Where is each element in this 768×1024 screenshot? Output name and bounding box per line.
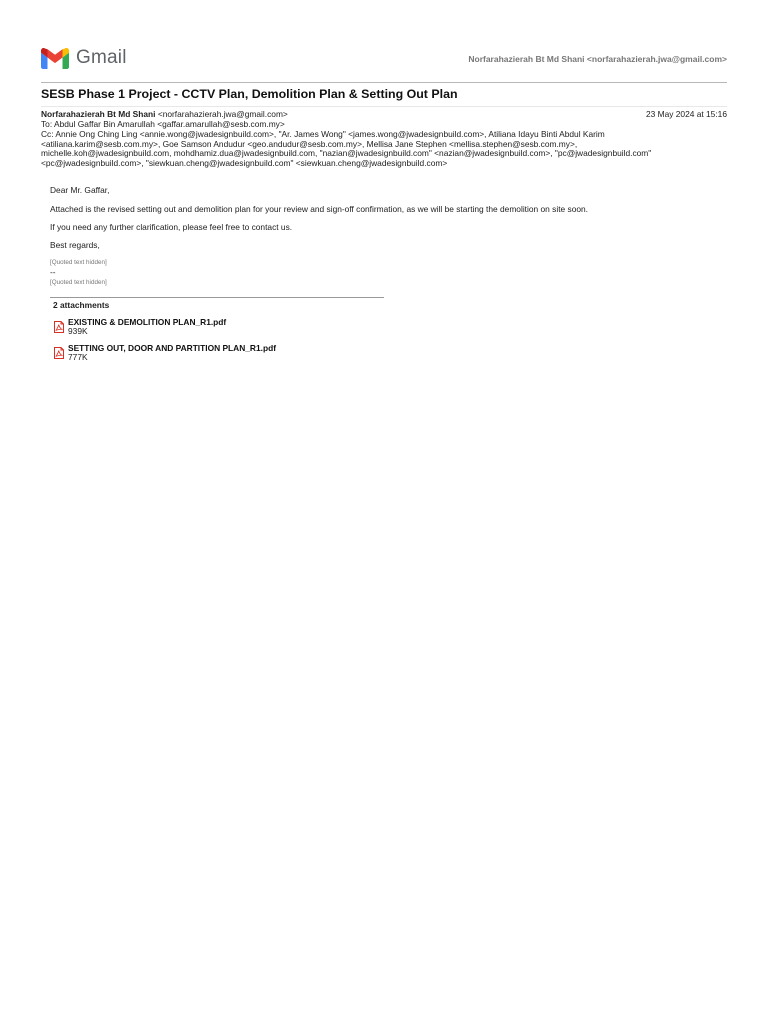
body-paragraph-2: If you need any further clarification, please feel free to contact us.: [50, 222, 293, 232]
account-identity: Norfarahazierah Bt Md Shani <norfarahazierah.jwa@gmail.com>: [468, 54, 727, 64]
attachment-name[interactable]: EXISTING & DEMOLITION PLAN_R1.pdf: [68, 317, 227, 327]
gmail-logo-icon: [41, 48, 69, 69]
subject-divider: [41, 106, 727, 107]
pdf-icon: [53, 320, 65, 332]
quoted-text-hidden-1[interactable]: [Quoted text hidden]: [50, 259, 107, 266]
message-date: 23 May 2024 at 15:16: [645, 109, 727, 119]
gmail-wordmark: Gmail: [76, 47, 127, 68]
sender-email: <norfarahazierah.jwa@gmail.com>: [157, 109, 288, 119]
greeting: Dear Mr. Gaffar,: [50, 185, 110, 195]
body-paragraph-1: Attached is the revised setting out and demolition plan for your review and sign-off confirmation, as we will be starting the demolition on site soon.: [50, 204, 588, 214]
header-divider: [41, 82, 727, 83]
attachment-item[interactable]: [53, 343, 413, 363]
attachment-size: 939K: [68, 326, 88, 336]
attachment-name[interactable]: SETTING OUT, DOOR AND PARTITION PLAN_R1.pdf: [68, 343, 276, 353]
cc-recipients-line-2: <atiliana.karim@sesb.com.my>, Goe Samson Andudur <geo.andudur@sesb.com.my>, Mellisa Jane Stephen <mellisa.stephen@sesb.com.my>,: [41, 138, 578, 149]
from-row: [41, 110, 727, 120]
print-header: [41, 46, 727, 72]
attachment-size: 777K: [68, 352, 88, 362]
to-recipients: To: Abdul Gaffar Bin Amarullah <gaffar.amarullah@sesb.com.my>: [41, 119, 285, 129]
message-header: [41, 110, 727, 169]
signature-separator: --: [50, 267, 56, 277]
cc-recipients-line-1: Cc: Annie Ong Ching Ling <annie.wong@jwadesignbuild.com>, "Ar. James Wong" <james.wong@jwadesignbuild.com>, Atiliana Idayu Binti Abdul Karim: [41, 128, 605, 139]
closing: Best regards,: [50, 240, 100, 250]
attachments-divider: [50, 297, 384, 298]
pdf-icon: [53, 346, 65, 358]
email-subject: SESB Phase 1 Project - CCTV Plan, Demolition Plan & Setting Out Plan: [41, 87, 458, 101]
attachments-count: 2 attachments: [53, 300, 110, 310]
sender-name: Norfarahazierah Bt Md Shani: [41, 109, 156, 119]
cc-recipients-line-3: michelle.koh@jwadesignbuild.com, mohdhamiz.dua@jwadesignbuild.com, "nazian@jwadesignbuild.com" <nazian@jwadesignbuild.com>, "pc@jwadesignbuild.com": [41, 148, 652, 159]
quoted-text-hidden-2[interactable]: [Quoted text hidden]: [50, 279, 107, 286]
cc-recipients-line-4: <pc@jwadesignbuild.com>, "siewkuan.cheng@jwadesignbuild.com" <siewkuan.cheng@jwadesignbuild.com>: [41, 158, 448, 169]
attachment-item[interactable]: [53, 317, 413, 337]
